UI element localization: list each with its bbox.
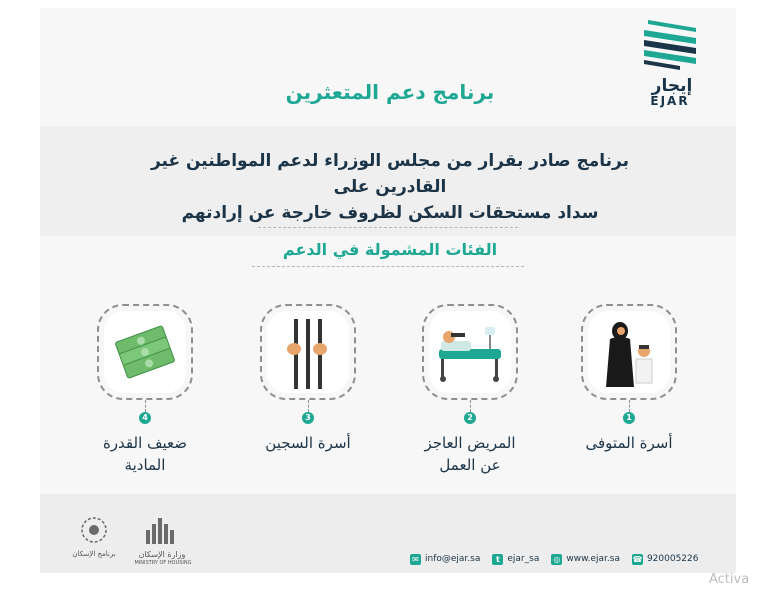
infographic-card [40, 8, 736, 573]
category-number: 1 [623, 412, 635, 424]
category-deceased-family [554, 304, 704, 454]
family-icon [588, 311, 670, 393]
partner-logos [74, 514, 204, 568]
contact-website[interactable]: ◎ www.ejar.sa [553, 554, 620, 564]
category-number: 3 [302, 412, 314, 424]
twitter-icon: t [492, 554, 503, 565]
program-description [120, 148, 660, 226]
category-number: 2 [464, 412, 476, 424]
category-icon-frame [260, 304, 356, 400]
web-icon: ◎ [551, 554, 562, 565]
housing-program-label: برنامج الإسكان [72, 550, 116, 558]
description-line-2: سداد مستحقات السكن لظروف خارجة عن إرادتهم [181, 203, 599, 223]
category-weak-financial [70, 304, 220, 476]
divider-bottom [252, 266, 524, 267]
contact-bar [410, 549, 699, 569]
ministry-label-en: MINISTRY OF HOUSING [134, 560, 192, 566]
category-disabled-patient [395, 304, 545, 476]
contact-twitter[interactable]: t ejar_sa [492, 554, 539, 565]
activation-watermark: Activa [709, 572, 750, 587]
category-number: 4 [139, 412, 151, 424]
housing-program-logo-icon [74, 514, 114, 548]
category-label: المريض العاجز عن العمل [424, 434, 516, 474]
phone-icon: ☎ [632, 554, 643, 564]
description-line-1: برنامج صادر بقرار من مجلس الوزراء لدعم المواطنين غير القادرين على [150, 151, 630, 197]
money-icon [104, 311, 186, 393]
category-label: ضعيف القدرة المادية [102, 434, 188, 474]
patient-bed-icon [429, 311, 511, 393]
logo-arabic-name: إيجار [651, 76, 693, 96]
email-icon: ✉ [410, 554, 421, 565]
categories-heading: الفئات المشمولة في الدعم [282, 240, 498, 259]
divider-top [258, 227, 518, 228]
logo-english-name: EJAR [650, 94, 690, 108]
contact-email[interactable]: ✉ info@ejar.sa [410, 554, 480, 565]
category-icon-frame [422, 304, 518, 400]
prison-bars-icon [267, 311, 349, 393]
ministry-of-housing-logo-icon [138, 514, 184, 548]
category-label: أسرة السجين [265, 434, 351, 452]
contact-phone[interactable]: ☎ 920005226 [632, 554, 699, 564]
ministry-label-ar: وزارة الإسكان [138, 550, 186, 559]
category-label: أسرة المتوفى [585, 434, 673, 452]
category-prisoner-family [233, 304, 383, 454]
category-icon-frame [581, 304, 677, 400]
page-title: برنامج دعم المتعثرين [285, 80, 495, 104]
ejar-logo-mark-icon [640, 18, 700, 74]
ejar-logo [640, 18, 710, 108]
category-icon-frame [97, 304, 193, 400]
